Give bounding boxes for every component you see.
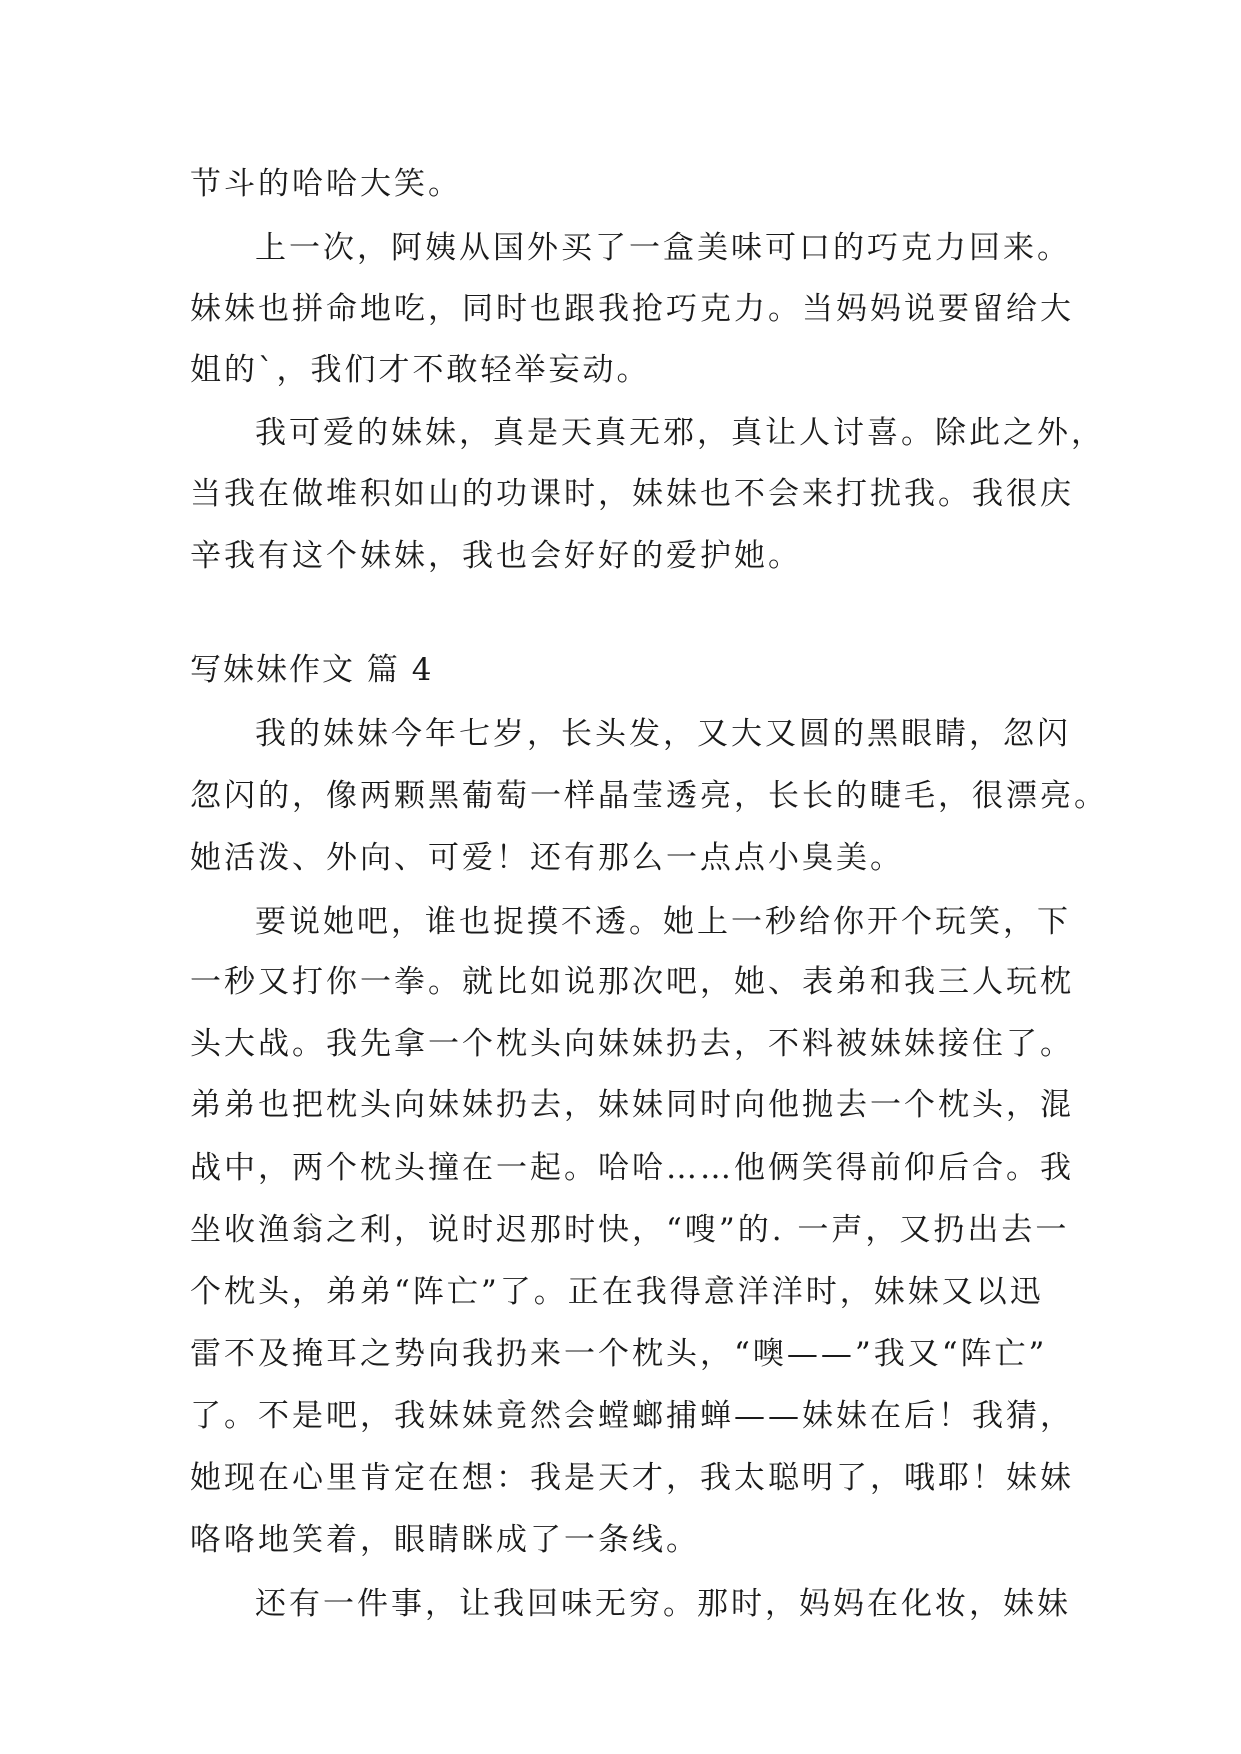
text-line: 节斗的哈哈大笑。 bbox=[190, 166, 462, 202]
text-line: 妹妹也拼命地吃，同时也跟我抢巧克力。当妈妈说要留给大 bbox=[190, 291, 1074, 327]
text-line: 雷不及掩耳之势向我扔来一个枕头，“噢——”我又“阵亡” bbox=[190, 1336, 1048, 1372]
text-line: 我的妹妹今年七岁，长头发，又大又圆的黑眼睛，忽闪 bbox=[255, 716, 1071, 752]
text-line: 坐收渔翁之利，说时迟那时快，“嗖”的. 一声，又扔出去一 bbox=[190, 1212, 1070, 1248]
text-line: 忽闪的，像两颗黑葡萄一样晶莹透亮，长长的睫毛，很漂亮。 bbox=[190, 778, 1108, 814]
text-line: 头大战。我先拿一个枕头向妹妹扔去，不料被妹妹接住了。 bbox=[190, 1026, 1074, 1062]
text-line: 我可爱的妹妹，真是天真无邪，真让人讨喜。除此之外， bbox=[255, 415, 1105, 451]
text-line: 还有一件事，让我回味无穷。那时，妈妈在化妆，妹妹 bbox=[255, 1586, 1071, 1622]
text-line: 个枕头，弟弟“阵亡”了。正在我得意洋洋时，妹妹又以迅 bbox=[190, 1274, 1044, 1310]
text-line: 战中，两个枕头撞在一起。哈哈……他俩笑得前仰后合。我 bbox=[190, 1150, 1074, 1186]
text-line: 要说她吧，谁也捉摸不透。她上一秒给你开个玩笑，下 bbox=[255, 904, 1071, 940]
text-line: 上一次，阿姨从国外买了一盒美味可口的巧克力回来。 bbox=[255, 230, 1071, 266]
text-line: 她活泼、外向、可爱！还有那么一点点小臭美。 bbox=[190, 840, 904, 876]
text-line: 咯咯地笑着，眼睛眯成了一条线。 bbox=[190, 1522, 700, 1558]
text-line: 一秒又打你一拳。就比如说那次吧，她、表弟和我三人玩枕 bbox=[190, 964, 1074, 1000]
text-line: 辛我有这个妹妹，我也会好好的爱护她。 bbox=[190, 538, 802, 574]
text-line: 了。不是吧，我妹妹竟然会螳螂捕蝉——妹妹在后！我猜， bbox=[190, 1398, 1074, 1434]
text-line: 当我在做堆积如山的功课时，妹妹也不会来打扰我。我很庆 bbox=[190, 476, 1074, 512]
text-line: 弟弟也把枕头向妹妹扔去，妹妹同时向他抛去一个枕头，混 bbox=[190, 1087, 1074, 1123]
text-line: 她现在心里肯定在想：我是天才，我太聪明了，哦耶！妹妹 bbox=[190, 1460, 1074, 1496]
text-line: 姐的`，我们才不敢轻举妄动。 bbox=[190, 352, 651, 388]
section-heading: 写妹妹作文 篇 4 bbox=[190, 652, 434, 688]
